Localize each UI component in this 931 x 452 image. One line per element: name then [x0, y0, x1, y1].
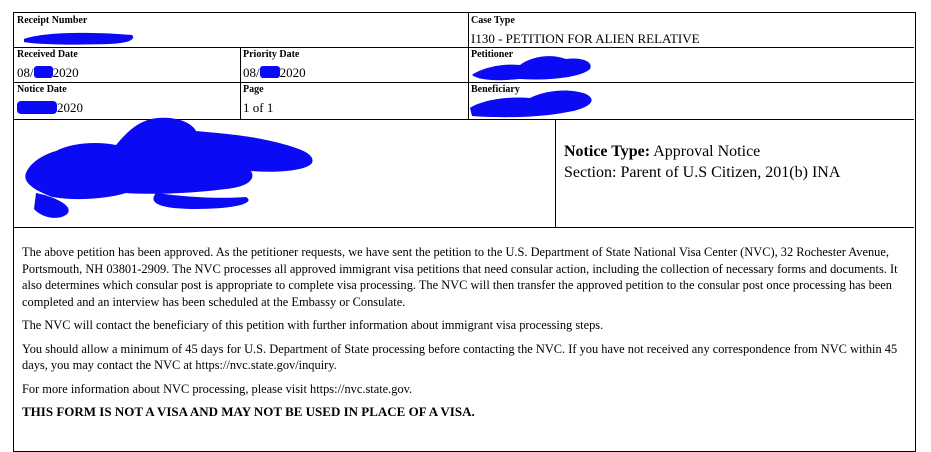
notice-type	[564, 141, 840, 162]
address-redaction	[16, 113, 326, 223]
received-date-prefix: 08/	[17, 65, 34, 80]
case-type-value: I130 - PETITION FOR ALIEN RELATIVE	[471, 31, 700, 46]
redaction-mark	[260, 66, 280, 78]
case-type-cell	[468, 13, 916, 47]
notice-section: Section: Parent of U.S Citizen, 201(b) INA	[564, 164, 841, 181]
priority-date-prefix: 08/	[243, 65, 260, 80]
priority-date-label: Priority Date	[243, 49, 300, 60]
page-label: Page	[243, 84, 264, 95]
row-divider	[14, 227, 914, 228]
body-paragraph: The above petition has been approved. As the petitioner requests, we have sent the petition to the U.S. Department of State National Visa Center (NVC), 32 Rochester Avenue, Portsmouth, NH 03801-2909. The NVC processes all approved immigrant visa petitions that need consular action, including the collection of necessary forms and documents. It also determines which consular post is appropriate to complete visa processing. The NVC will then transfer the approved petition to the consular post once processing has been completed and an interview has been scheduled at the Embassy or Consulate.	[22, 245, 898, 309]
beneficiary-label: Beneficiary	[471, 84, 520, 95]
received-date-value	[17, 65, 79, 81]
receipt-number-label: Receipt Number	[17, 15, 88, 26]
notice-body	[22, 244, 910, 428]
received-date-suffix: 2020	[52, 65, 79, 80]
petitioner-cell	[468, 47, 916, 82]
notice-type-value: Approval Notice	[653, 143, 761, 160]
body-paragraph: The NVC will contact the beneficiary of this petition with further information about immigrant visa processing steps.	[22, 318, 604, 332]
column-divider	[555, 119, 556, 227]
redaction-mark	[20, 27, 140, 47]
petitioner-label: Petitioner	[471, 49, 514, 60]
received-date-cell	[14, 47, 240, 82]
notice-date-label: Notice Date	[17, 84, 67, 95]
receipt-number-cell	[14, 13, 468, 47]
redaction-mark	[470, 51, 600, 83]
redaction-mark	[34, 66, 53, 78]
priority-date-cell	[240, 47, 468, 82]
page-value: 1 of 1	[243, 100, 274, 115]
priority-date-suffix: 2020	[279, 65, 306, 80]
approval-notice	[13, 12, 916, 452]
received-date-label: Received Date	[17, 49, 78, 60]
beneficiary-cell	[468, 82, 916, 119]
case-type-label: Case Type	[471, 15, 515, 26]
notice-type-block	[564, 141, 840, 183]
body-paragraph: For more information about NVC processing, please visit https://nvc.state.gov.	[22, 381, 413, 396]
notice-date-suffix: 2020	[57, 100, 83, 115]
visa-warning: THIS FORM IS NOT A VISA AND MAY NOT BE USED IN PLACE OF A VISA.	[22, 404, 475, 419]
redaction-mark	[468, 86, 600, 120]
body-paragraph: You should allow a minimum of 45 days for U.S. Department of State processing before contacting the NVC. If you have not received any correspondence from NVC within 45 days, you may contact the NVC at https://nvc.state.gov/inquiry.	[22, 341, 898, 372]
priority-date-value	[243, 65, 306, 81]
notice-type-label: Notice Type:	[564, 143, 651, 160]
